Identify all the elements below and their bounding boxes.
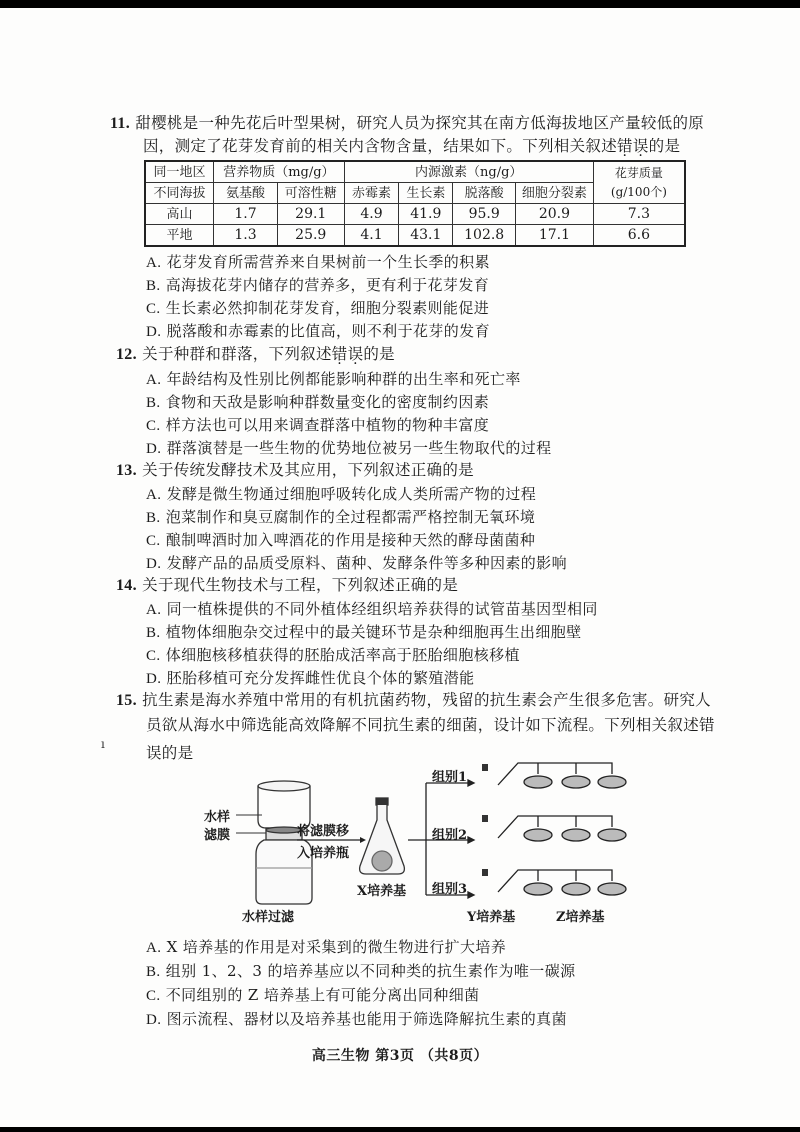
option-key: B. <box>146 625 161 641</box>
option-key: A. <box>146 372 162 388</box>
header-bud-mass <box>593 161 685 204</box>
option-text: 食物和天敌是影响种群数量变化的密度制约因素 <box>165 393 490 411</box>
option-key: B. <box>146 964 161 980</box>
q13-option-b[interactable] <box>146 507 535 528</box>
q14-number: 14. <box>116 577 137 594</box>
label-z-medium: Z培养基 <box>556 910 605 925</box>
option-text: 泡菜制作和臭豆腐制作的全过程都需严格控制无氧环境 <box>165 508 536 526</box>
y-medium-tube-icon <box>482 764 488 876</box>
culture-flask-icon <box>360 798 405 874</box>
option-text: 群落演替是一些生物的优势地位被另一些生物取代的过程 <box>166 439 552 457</box>
q13-option-d[interactable] <box>146 553 567 574</box>
header-soluble-sugar: 可溶性糖 <box>277 183 344 204</box>
label-transfer-line2: 入培养瓶 <box>297 846 350 861</box>
cell-amino-acid: 1.7 <box>214 204 278 225</box>
q12-stem-text1: 关于种群和群落，下列叙述 <box>142 345 332 363</box>
header-abscisic-acid: 脱落酸 <box>453 183 516 204</box>
table-row <box>145 225 685 247</box>
row-label: 高山 <box>145 204 214 225</box>
header-nutrients: 营养物质（mg/g） <box>214 161 345 183</box>
header-auxin: 生长素 <box>399 183 453 204</box>
option-key: D. <box>146 671 162 687</box>
cell-gibberellin: 4.9 <box>344 204 399 225</box>
label-group-1: 组别1 <box>432 770 468 785</box>
q11-stem-line2 <box>143 136 680 156</box>
label-x-medium: X培养基 <box>357 884 407 899</box>
q12-number: 12. <box>116 346 137 363</box>
option-text: 酿制啤酒时加入啤酒花的作用是接种天然的酵母菌菌种 <box>165 531 536 549</box>
option-key: A. <box>146 255 162 271</box>
label-y-medium: Y培养基 <box>467 910 516 925</box>
header-altitude: 不同海拔 <box>145 183 214 204</box>
option-text: 不同组别的 Z 培养基上有可能分离出同种细菌 <box>165 986 480 1004</box>
option-key: D. <box>146 1012 162 1028</box>
cell-auxin: 43.1 <box>399 225 453 247</box>
cell-cytokinin: 17.1 <box>516 225 594 247</box>
header-amino-acid: 氨基酸 <box>214 183 278 204</box>
q12-option-d[interactable] <box>146 438 552 459</box>
label-group-3: 组别3 <box>432 882 468 897</box>
header-bud-mass-line1: 花芽质量 <box>614 165 663 180</box>
option-text: 同一植株提供的不同外植体经组织培养获得的试管苗基因型相同 <box>166 600 598 618</box>
q11-option-c[interactable] <box>146 298 489 319</box>
q12-option-b[interactable] <box>146 392 489 413</box>
option-text: 生长素必然抑制花芽发育，细胞分裂素则能促进 <box>165 299 490 317</box>
option-text: 体细胞核移植获得的胚胎成活率高于胚胎细胞核移植 <box>165 646 520 664</box>
option-key: C. <box>146 301 161 317</box>
q13-stem <box>116 460 474 481</box>
scan-border-bottom <box>0 1127 800 1132</box>
option-key: A. <box>146 940 162 956</box>
table-header-row-1 <box>145 161 685 183</box>
option-text: 发酵是微生物通过细胞呼吸转化成人类所需产物的过程 <box>166 485 537 503</box>
q14-stem-text: 关于现代生物技术与工程，下列叙述正确的是 <box>142 576 459 594</box>
cell-abscisic-acid: 95.9 <box>453 204 516 225</box>
q15-option-b[interactable] <box>146 961 576 982</box>
q11-stem-text1: 甜樱桃是一种先花后叶型果树，研究人员为探究其在南方低海拔地区产量较低的原 <box>135 114 705 132</box>
cell-bud-mass: 7.3 <box>593 204 685 225</box>
option-text: 组别 1、2、3 的培养基应以不同种类的抗生素作为唯一碳源 <box>165 962 576 980</box>
option-key: D. <box>146 324 162 340</box>
label-water-sample: 水样 <box>204 810 231 825</box>
q11-emphasis-2: 误 <box>632 137 649 155</box>
q15-stem-text1: 抗生素是海水养殖中常用的有机抗菌药物，残留的抗生素会产生很多危害。研究人 <box>142 691 711 709</box>
q11-number: 11. <box>110 115 131 132</box>
q14-stem <box>116 575 458 596</box>
option-key: C. <box>146 648 161 664</box>
option-key: A. <box>146 487 162 503</box>
q14-option-c[interactable] <box>146 645 520 666</box>
option-key: B. <box>146 395 161 411</box>
option-text: 发酵产品的品质受原料、菌种、发酵条件等多种因素的影响 <box>166 554 567 572</box>
cell-abscisic-acid: 102.8 <box>453 225 516 247</box>
option-text: 胚胎移植可充分发挥雌性优良个体的繁殖潜能 <box>166 669 475 687</box>
cell-soluble-sugar: 25.9 <box>277 225 344 247</box>
q12-option-c[interactable] <box>146 415 489 436</box>
header-hormones: 内源激素（ng/g） <box>344 161 593 183</box>
q12-emphasis-2: 误 <box>347 345 364 363</box>
option-text: 花芽发育所需营养来自果树前一个生长季的积累 <box>166 253 490 271</box>
q13-number: 13. <box>116 462 137 479</box>
option-text: 图示流程、器材以及培养基也能用于筛选降解抗生素的真菌 <box>166 1010 567 1028</box>
page-footer: 高三生物 第3页 （共8页） <box>311 1048 489 1064</box>
option-key: C. <box>146 988 161 1004</box>
q12-stem <box>116 344 395 365</box>
q12-stem-text2: 的是 <box>363 345 395 363</box>
q15-flow-diagram <box>200 758 700 933</box>
q12-emphasis-1: 错 <box>331 345 348 363</box>
header-cytokinin: 细胞分裂素 <box>516 183 594 204</box>
option-key: C. <box>146 533 161 549</box>
option-key: B. <box>146 510 161 526</box>
scan-mark: ı <box>101 737 105 751</box>
option-text: 植物体细胞杂交过程中的最关键环节是杂种细胞再生出细胞壁 <box>165 623 582 641</box>
cell-amino-acid: 1.3 <box>214 225 278 247</box>
q13-option-a[interactable] <box>146 484 536 505</box>
cell-gibberellin: 4.1 <box>344 225 399 247</box>
option-text: 脱落酸和赤霉素的比值高，则不利于花芽的发育 <box>166 322 490 340</box>
q12-option-a[interactable] <box>146 369 521 390</box>
option-key: B. <box>146 278 161 294</box>
q14-option-b[interactable] <box>146 622 582 643</box>
header-region: 同一地区 <box>145 161 214 183</box>
cell-auxin: 41.9 <box>399 204 453 225</box>
q11-emphasis-1: 错 <box>617 137 633 155</box>
q11-option-d[interactable] <box>146 321 490 342</box>
q15-option-c[interactable] <box>146 985 480 1006</box>
label-filter-membrane: 滤膜 <box>204 828 231 843</box>
header-gibberellin: 赤霉素 <box>344 183 399 204</box>
option-key: D. <box>146 441 162 457</box>
q11-stem-text2: 因，测定了花芽发育前的相关内含物含量，结果如下。下列相关叙述 <box>143 137 618 155</box>
q11-stem-text3: 的是 <box>648 137 681 155</box>
option-text: 高海拔花芽内储存的营养多，更有利于花芽发育 <box>165 276 490 294</box>
z-medium-dishes <box>498 763 626 895</box>
q15-stem-line1 <box>116 690 711 711</box>
row-label: 平地 <box>145 225 214 247</box>
option-text: 年龄结构及性别比例都能影响种群的出生率和死亡率 <box>166 370 521 388</box>
cell-cytokinin: 20.9 <box>516 204 594 225</box>
q15-stem-line3: 误的是 <box>146 744 194 762</box>
label-filtration: 水样过滤 <box>242 910 295 925</box>
q11-option-a[interactable] <box>146 252 490 273</box>
q14-option-d[interactable] <box>146 668 475 689</box>
q11-option-b[interactable] <box>146 275 489 296</box>
label-group-2: 组别2 <box>432 828 468 843</box>
q15-stem-line2: 员欲从海水中筛选能高效降解不同抗生素的细菌，设计如下流程。下列相关叙述错 <box>146 716 715 734</box>
option-text: X 培养基的作用是对采集到的微生物进行扩大培养 <box>166 938 507 956</box>
table-row <box>145 204 685 225</box>
q13-stem-text: 关于传统发酵技术及其应用，下列叙述正确的是 <box>142 461 474 479</box>
q11-stem-line1 <box>110 113 704 134</box>
label-transfer-line1: 将滤膜移 <box>297 824 350 839</box>
q13-option-c[interactable] <box>146 530 535 551</box>
option-key: A. <box>146 602 162 618</box>
q15-number: 15. <box>116 692 137 709</box>
cell-bud-mass: 6.6 <box>593 225 685 247</box>
q11-data-table <box>144 160 686 247</box>
option-key: C. <box>146 418 161 434</box>
cell-soluble-sugar: 29.1 <box>277 204 344 225</box>
option-text: 样方法也可以用来调查群落中植物的物种丰富度 <box>165 416 490 434</box>
q14-option-a[interactable] <box>146 599 598 620</box>
q15-option-a[interactable] <box>146 937 506 958</box>
option-key: D. <box>146 556 162 572</box>
q15-option-d[interactable] <box>146 1009 567 1030</box>
header-bud-mass-line2: (g/100个) <box>610 184 667 199</box>
